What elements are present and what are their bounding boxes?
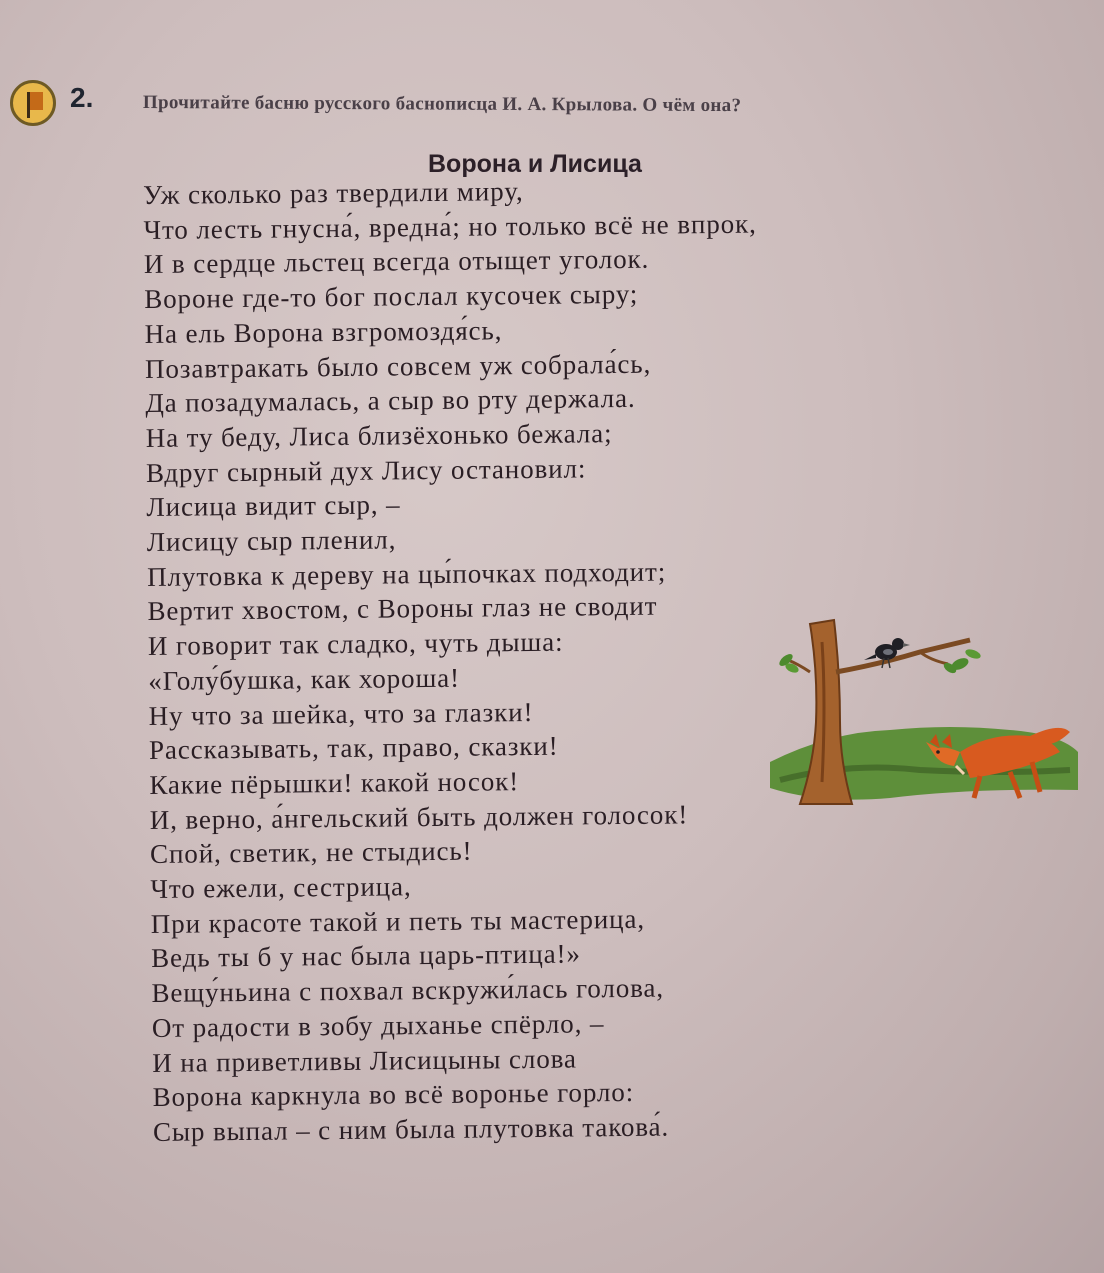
poem-line: Лисица видит сыр, – [146, 489, 401, 523]
poem-line: От радости в зобу дыханье спёрло, – [151, 1008, 605, 1043]
poem-line: Вороне где-то бог послал кусочек сыру; [144, 278, 639, 315]
task-number: 2. [70, 82, 94, 113]
poem-line: Спой, светик, не стыдись! [149, 835, 473, 870]
crow-and-fox-illustration [770, 612, 1078, 810]
poem-line: И, верно, а́нгельский быть должен голосок! [149, 798, 689, 835]
poem-line: Вдруг сырный дух Лису остановил: [145, 452, 587, 488]
poem-text [143, 172, 766, 1150]
poem-line: Лисицу сыр пленил, [146, 524, 397, 558]
poem-line: Уж сколько раз твердили миру, [143, 176, 524, 210]
poem-line: Вертит хвостом, с Вороны глаз не сводит [147, 591, 658, 627]
poem-line: Плутовка к дереву на цы́почках подходит; [147, 556, 667, 592]
poem-line: Что лесть гнусна́, вредна́; но только всё не впрок, [143, 208, 757, 245]
poem-line: На ель Ворона взгромоздя́сь, [144, 315, 503, 349]
poem-line: Рассказывать, так, право, сказки! [148, 730, 559, 766]
poem-line: При красоте такой и петь ты мастерица, [150, 903, 646, 939]
poem-line: Сыр выпал – с ним была плутовка такова́. [152, 1111, 670, 1147]
poem-line: И говорит так сладко, чуть дыша: [147, 626, 564, 662]
poem-line: Какие пёрышки! какой носок! [149, 766, 520, 800]
poem-title: Ворона и Лисица [428, 150, 642, 178]
poem-line: «Голу́бушка, как хороша! [148, 662, 461, 696]
poem-line: Ну что за шейка, что за глазки! [148, 696, 534, 731]
poem-line: Ведь ты б у нас была царь-птица!» [151, 938, 581, 974]
poem-line: И на приветливы Лисицыны слова [152, 1043, 577, 1078]
tree-trunk [800, 620, 852, 804]
poem-line: Позавтракать было совсем уж собрала́сь, [144, 348, 652, 384]
poem-line: Ворона каркнула во всё воронье горло: [152, 1077, 635, 1113]
flag-icon [10, 80, 56, 126]
poem-line: Вещу́ньина с похвал вскружи́лась голова, [151, 972, 665, 1009]
poem-line: И в сердце льстец всегда отыщет уголок. [143, 244, 650, 280]
poem-line: Да позадумалась, а сыр во рту держала. [145, 383, 636, 419]
task-instruction: Прочитайте басню русского баснописца И. А. Крылова. О чём она? [142, 92, 742, 117]
poem-line: Что ежели, сестрица, [150, 871, 412, 905]
poem-line: На ту беду, Лиса близёхонько бежала; [145, 418, 613, 453]
